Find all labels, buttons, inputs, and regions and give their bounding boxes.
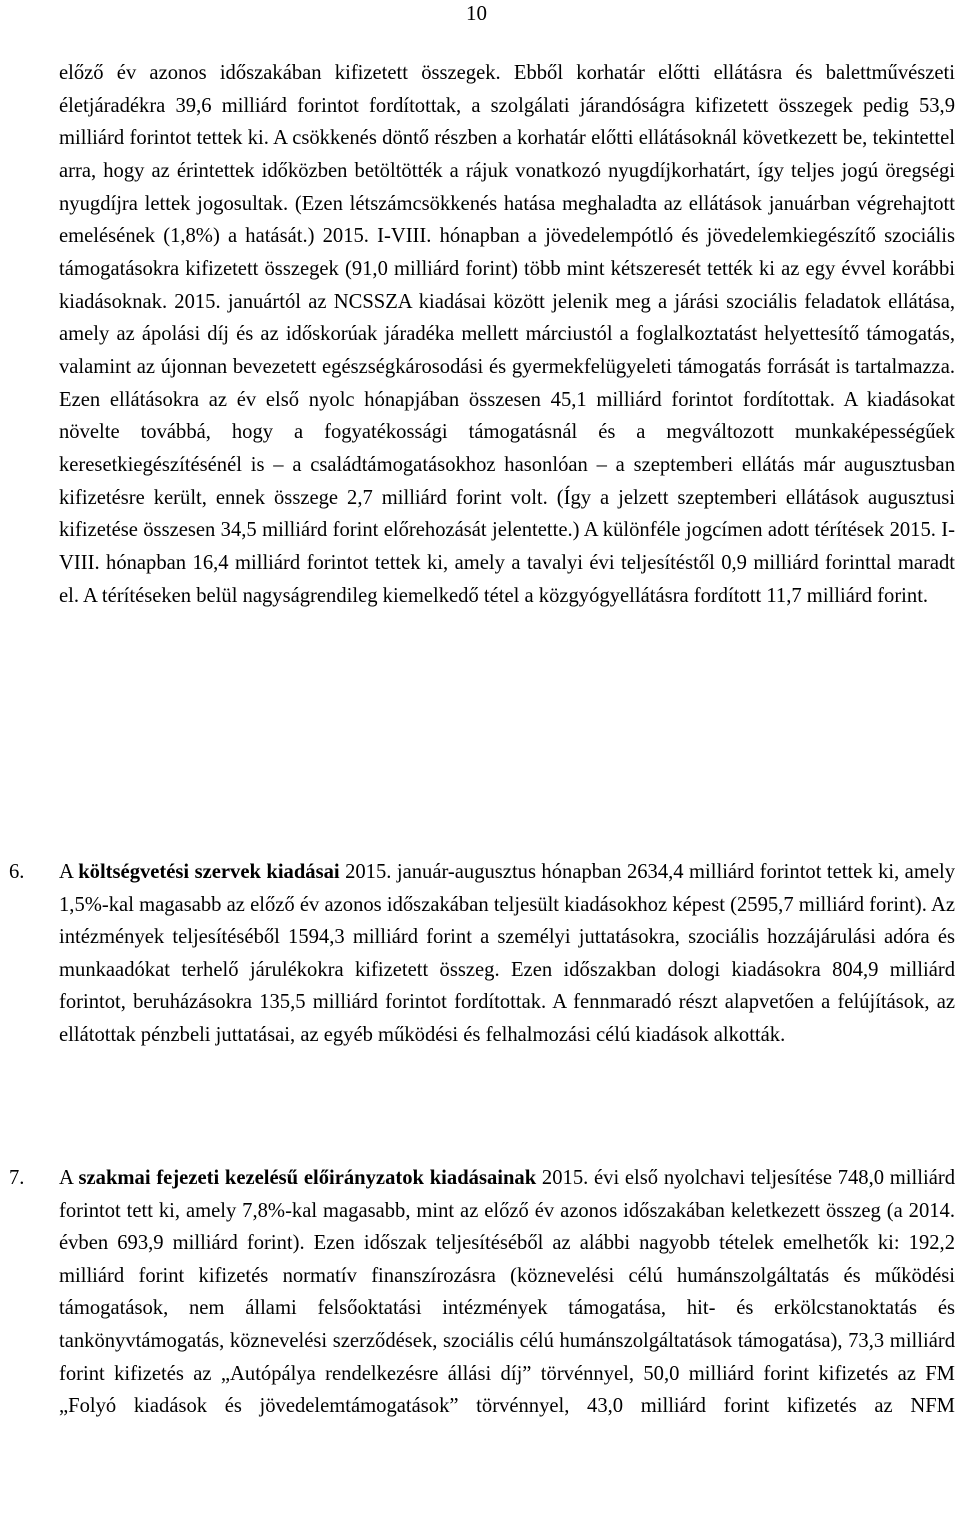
list-item-bold-term: szakmai fejezeti kezelésű előirányzatok kiadásainak <box>78 1167 537 1189</box>
list-item-text: 2015. január-augusztus hónapban 2634,4 milliárd forintot tettek ki, amely 1,5%-kal magasabb az előző év azonos időszakában teljesült kiadásokhoz képest (2595,7 milliárd forint). Az intézmények teljesítéséből 1594,3 milliárd forint a személyi juttatásokra, szociális hozzájárulási adóra és munkaadókat terhelő járulékokra kifizetett összeg. Ezen időszakban dologi kiadásokra 804,9 milliárd forintot, beruházásokra 135,5 milliárd forintot fordítottak. A fennmaradó részt alapvetően a felújítások, az ellátottak pénzbeli juttatásai, az egyéb működési és felhalmozási célú kiadások alkották. <box>59 861 955 1046</box>
body-paragraph: előző év azonos időszakában kifizetett összegek. Ebből korhatár előtti ellátásra és balettművészeti életjáradékra 39,6 milliárd forintot fordítottak, a szolgálati járandóságra kifizetett összegek pedig 53,9 milliárd forintot tettek ki. A csökkenés döntő részben a korhatár előtti ellátásoknál következett be, tekintettel arra, hogy az érintettek időközben betöltötték a rájuk vonatkozó nyugdíjkorhatárt, így teljes jogú öregségi nyugdíjra lettek jogosultak. (Ezen létszámcsökkenés hatása meghaladta az ellátások januárban végrehajtott emelésének (1,8%) a hatását.) 2015. I-VIII. hónapban a jövedelempótló és jövedelemkiegészítő szociális támogatásokra kifizetett összegek (91,0 milliárd forint) több mint kétszeresét tették ki az egy évvel korábbi kiadásoknak. 2015. januártól az NCSSZA kiadásai között jelenik meg a járási szociális feladatok ellátása, amely az ápolási díj és az időskorúak járadéka mellett márciustól a foglalkoztatást helyettesítő támogatás, valamint az újonnan bevezetett egészségkárosodási és gyermekfelügyeleti támogatás forrását is tartalmazza. Ezen ellátásokra az év első nyolc hónapjában összesen 45,1 milliárd forintot fordítottak. A kiadásokat növelte továbbá, hogy a fogyatékossági támogatásnál és a megváltozott munkaképességűek keresetkiegészítésénél is – a családtámogatásokhoz hasonlóan – a szeptemberi ellátás már augusztusban kifizetésre került, ennek összege 2,7 milliárd forint volt. (Így a jelzett szeptemberi ellátások augusztusi kifizetése összesen 34,5 milliárd forint előrehozását jelentette.) A különféle jogcímen adott térítések 2015. I-VIII. hónapban 16,4 milliárd forintot tettek ki, amely a tavalyi évi teljesítéstől 0,9 milliárd forinttal maradt el. A térítéseken belül nagyságrendileg kiemelkedő tétel a közgyógyellátásra fordított 11,7 milliárd forint. <box>59 62 955 607</box>
list-item-lead: A <box>59 861 73 883</box>
list-item-6 <box>9 856 955 1052</box>
list-item-bold-term: költségvetési szervek kiadásai <box>78 861 340 883</box>
list-item-number: 6. <box>9 861 25 883</box>
list-item-text: 2015. évi első nyolchavi teljesítése 748,0 milliárd forintot tett ki, amely 7,8%-kal magasabb, mint az előző év azonos időszakában keletkezett összeg (a 2014. évben 693,9 milliárd forint). Ezen időszak teljesítéséből az alábbi nagyobb tételek emelhetők ki: 192,2 milliárd forint kifizetés normatív finanszírozásra (köznevelési célú humánszolgáltatás és működési támogatások, nem állami felsőoktatási intézmények támogatása, hit- és erkölcstanoktatás és tankönyvtámogatás, köznevelési szerződések, szociális célú humánszolgáltatások támogatása), 73,3 milliárd forint kifizetés az „Autópálya rendelkezésre állási díj” törvénnyel, 50,0 milliárd forint kifizetés az FM „Folyó kiadások és jövedelemtámogatások” törvénnyel, 43,0 milliárd forint kifizetés az NFM <box>59 1167 955 1418</box>
list-item-7 <box>9 1162 955 1423</box>
list-item-body <box>59 856 955 1052</box>
list-item-lead: A <box>59 1167 73 1189</box>
list-item-body <box>59 1162 955 1423</box>
page-number: 10 <box>466 1 487 25</box>
list-item-number: 7. <box>9 1167 25 1189</box>
